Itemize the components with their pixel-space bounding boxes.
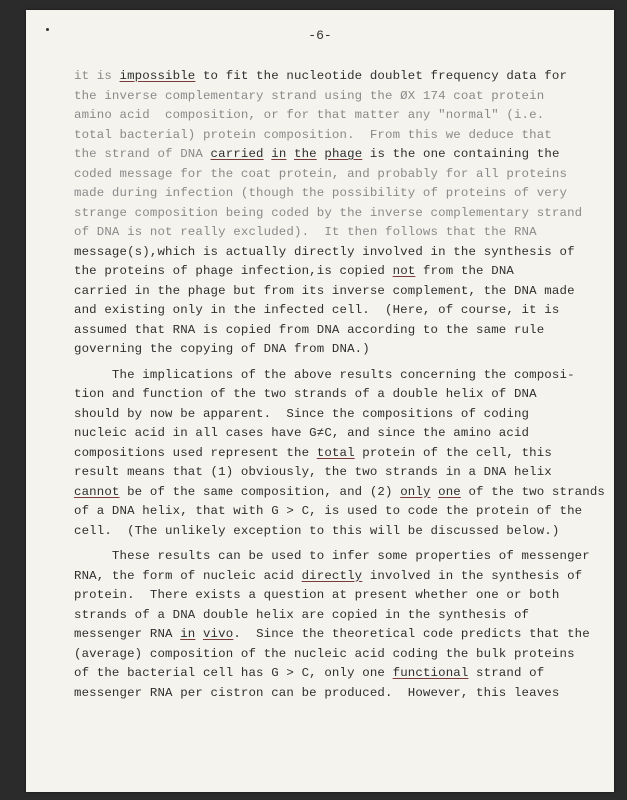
underlined-word: total xyxy=(316,445,355,460)
text-line xyxy=(74,243,594,263)
text-line xyxy=(74,625,594,645)
text-run: be of the same composition, and (2) xyxy=(119,484,401,499)
body-text xyxy=(74,67,606,703)
text-run: message(s),which is actually directly involved in the synthesis of xyxy=(74,244,575,259)
text-run: messenger RNA per cistron can be produced. However, this leaves xyxy=(74,685,560,700)
text-run: from the DNA xyxy=(415,264,514,278)
underlined-word: one xyxy=(438,484,461,499)
text-run: strands of a DNA double helix are copied in the synthesis of xyxy=(74,607,530,622)
text-run: nucleic acid in all cases have G≠C, and since the amino acid xyxy=(74,426,530,440)
text-run: to fit the nucleotide doublet frequency data for xyxy=(195,69,568,83)
text-line xyxy=(74,165,594,185)
underlined-word: in xyxy=(271,147,287,161)
underlined-word: impossible xyxy=(119,69,196,83)
text-run: and existing only in the infected cell. (Here, of course, it is xyxy=(74,303,560,317)
text-line xyxy=(74,366,594,386)
text-line xyxy=(74,586,594,606)
text-line xyxy=(74,463,594,483)
text-line xyxy=(74,145,594,165)
text-run: of DNA is not really excluded). It then follows that the RNA xyxy=(74,225,537,239)
text-run: carried in the phage but from its inverse complement, the DNA made xyxy=(74,283,575,298)
text-run: of the bacterial cell has G > C, only one xyxy=(74,666,393,680)
document-page xyxy=(26,10,614,792)
text-run: These results can be used to infer some properties of messenger xyxy=(74,549,590,563)
text-run: protein. There exists a question at present whether one or both xyxy=(74,588,560,602)
text-line xyxy=(74,282,594,302)
text-run: compositions used represent the xyxy=(74,445,317,460)
paragraph xyxy=(74,547,594,703)
text-line xyxy=(74,223,594,243)
underlined-word: cannot xyxy=(74,484,120,499)
paragraph xyxy=(74,366,606,542)
text-line xyxy=(74,547,594,567)
underlined-word: functional xyxy=(392,666,469,680)
text-line xyxy=(74,262,594,282)
underlined-word: phage xyxy=(324,147,363,161)
text-line xyxy=(74,424,594,444)
underlined-word: in xyxy=(180,627,196,641)
text-line xyxy=(74,340,594,360)
text-run: result means that (1) obviously, the two strands in a DNA helix xyxy=(74,465,552,479)
text-run: protein of the cell, this xyxy=(354,445,552,460)
underlined-word: directly xyxy=(301,568,363,583)
text-run xyxy=(431,485,439,499)
text-run: . Since the theoretical code predicts that the xyxy=(233,627,590,641)
text-line xyxy=(74,385,594,405)
text-line xyxy=(74,444,594,464)
text-run: coded message for the coat protein, and probably for all proteins xyxy=(74,166,568,181)
text-line xyxy=(74,321,594,341)
text-run: governing the copying of DNA from DNA.) xyxy=(74,342,370,356)
text-line xyxy=(74,67,594,87)
text-run: the proteins of phage infection,is copied xyxy=(74,264,393,278)
text-line xyxy=(74,87,594,107)
page-number: -6- xyxy=(308,28,332,43)
text-run: assumed that RNA is copied from DNA according to the same rule xyxy=(74,322,545,337)
text-line xyxy=(74,664,594,684)
text-run: messenger RNA xyxy=(74,627,181,641)
text-run: made during infection (though the possibility of proteins of very xyxy=(74,186,568,200)
text-run: should by now be apparent. Since the compositions of coding xyxy=(74,406,530,421)
text-run: of the two strands xyxy=(460,484,606,499)
text-run: is the one containing the xyxy=(362,147,560,161)
text-line xyxy=(74,522,594,542)
text-line xyxy=(74,301,594,321)
text-run: the strand of DNA xyxy=(74,147,211,161)
text-run: it is xyxy=(74,69,120,83)
text-run: of a DNA helix, that with G > C, is used to code the protein of the xyxy=(74,504,583,518)
text-run: tion and function of the two strands of a double helix of DNA xyxy=(74,387,537,401)
text-run xyxy=(195,627,203,641)
text-run xyxy=(286,147,294,161)
text-line xyxy=(74,405,594,425)
text-line xyxy=(74,126,594,146)
text-line xyxy=(74,184,594,204)
text-line xyxy=(74,567,594,587)
text-run: The implications of the above results concerning the composi- xyxy=(74,367,575,382)
text-line xyxy=(74,645,594,665)
text-run: strange composition being coded by the inverse complementary strand xyxy=(74,205,583,220)
underlined-word: the xyxy=(294,147,317,161)
text-line xyxy=(74,684,594,704)
underlined-word: only xyxy=(400,484,431,499)
underlined-word: not xyxy=(392,264,416,278)
text-line xyxy=(74,204,594,224)
text-run: involved in the synthesis of xyxy=(362,568,583,583)
text-line xyxy=(74,483,606,503)
text-line xyxy=(74,502,594,522)
text-run: total bacterial) protein composition. From this we deduce that xyxy=(74,127,552,142)
underlined-word: vivo xyxy=(202,627,234,641)
text-run: (average) composition of the nucleic acid coding the bulk proteins xyxy=(74,646,575,661)
paragraph xyxy=(74,67,594,360)
text-line xyxy=(74,606,594,626)
text-run: the inverse complementary strand using the ØX 174 coat protein xyxy=(74,88,545,103)
underlined-word: carried xyxy=(210,147,264,161)
text-line xyxy=(74,106,594,126)
text-run: RNA, the form of nucleic acid xyxy=(74,568,302,583)
text-run: amino acid composition, or for that matter any "normal" (i.e. xyxy=(74,108,545,122)
text-run: cell. (The unlikely exception to this will be discussed below.) xyxy=(74,523,560,538)
text-run: strand of xyxy=(468,666,545,680)
